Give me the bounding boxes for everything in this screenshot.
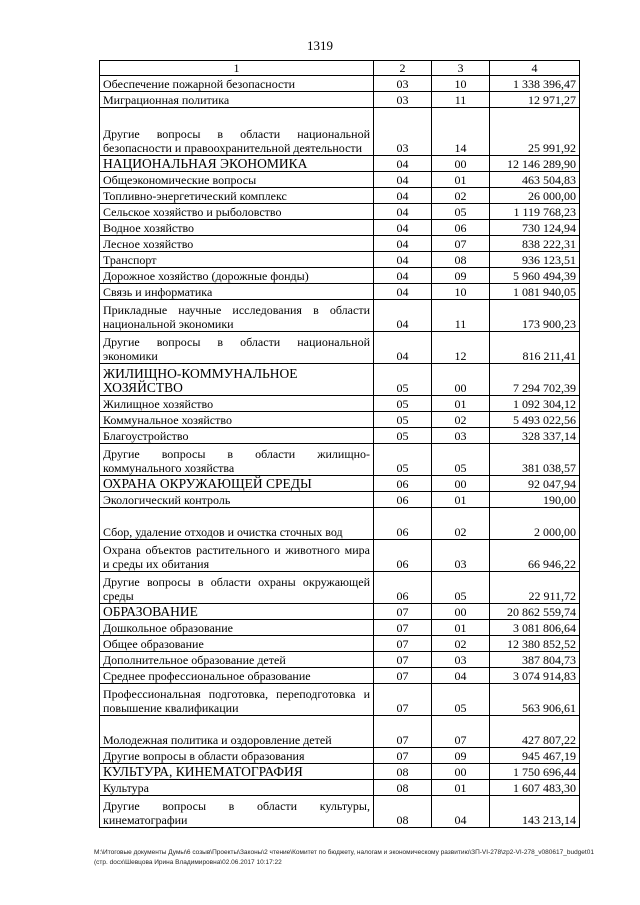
table-row <box>100 172 580 188</box>
table-row <box>100 652 580 668</box>
row-subsection-code: 14 <box>432 108 490 156</box>
row-amount: 1 092 304,12 <box>490 396 580 412</box>
table-row <box>100 444 580 476</box>
header-col-1: 1 <box>100 61 374 76</box>
row-subsection-code: 10 <box>432 76 490 92</box>
row-subsection-code: 03 <box>432 652 490 668</box>
row-amount: 838 222,31 <box>490 236 580 252</box>
row-name: Дорожное хозяйство (дорожные фонды) <box>100 268 374 284</box>
row-name: Экологический контроль <box>100 492 374 508</box>
row-section-code: 07 <box>374 748 432 764</box>
row-amount: 1 119 768,23 <box>490 204 580 220</box>
row-section-code: 06 <box>374 476 432 492</box>
row-section-code: 04 <box>374 172 432 188</box>
row-subsection-code: 02 <box>432 636 490 652</box>
row-section-code: 04 <box>374 156 432 172</box>
row-section-code: 04 <box>374 236 432 252</box>
row-subsection-code: 09 <box>432 748 490 764</box>
row-section-code: 07 <box>374 620 432 636</box>
row-name: Благоустройство <box>100 428 374 444</box>
row-amount: 328 337,14 <box>490 428 580 444</box>
row-subsection-code: 05 <box>432 204 490 220</box>
row-section-code: 06 <box>374 508 432 540</box>
row-section-code: 07 <box>374 652 432 668</box>
table-row <box>100 108 580 156</box>
row-subsection-code: 08 <box>432 252 490 268</box>
row-amount: 1 607 483,30 <box>490 780 580 796</box>
row-name: Другие вопросы в области жилищно-коммунального хозяйства <box>100 444 374 476</box>
table-row <box>100 540 580 572</box>
row-name: Лесное хозяйство <box>100 236 374 252</box>
table-row <box>100 668 580 684</box>
row-name: ОХРАНА ОКРУЖАЮЩЕЙ СРЕДЫ <box>100 476 374 492</box>
table-header-row <box>100 61 580 76</box>
table-row <box>100 428 580 444</box>
row-amount: 3 081 806,64 <box>490 620 580 636</box>
row-subsection-code: 12 <box>432 332 490 364</box>
row-section-code: 05 <box>374 444 432 476</box>
row-amount: 66 946,22 <box>490 540 580 572</box>
row-subsection-code: 02 <box>432 508 490 540</box>
row-amount: 563 906,61 <box>490 684 580 716</box>
row-name: Охрана объектов растительного и животного мира и среды их обитания <box>100 540 374 572</box>
table-row <box>100 220 580 236</box>
row-name: Сельское хозяйство и рыболовство <box>100 204 374 220</box>
row-name: ОБРАЗОВАНИЕ <box>100 604 374 620</box>
table-row <box>100 764 580 780</box>
table-row <box>100 604 580 620</box>
row-subsection-code: 05 <box>432 572 490 604</box>
row-name: Другие вопросы в области национальной экономики <box>100 332 374 364</box>
table-row <box>100 236 580 252</box>
row-amount: 463 504,83 <box>490 172 580 188</box>
row-section-code: 03 <box>374 76 432 92</box>
table-row <box>100 92 580 108</box>
row-amount: 1 081 940,05 <box>490 284 580 300</box>
row-name: Другие вопросы в области образования <box>100 748 374 764</box>
table-row <box>100 412 580 428</box>
row-subsection-code: 11 <box>432 92 490 108</box>
row-section-code: 07 <box>374 684 432 716</box>
table-row <box>100 300 580 332</box>
row-section-code: 03 <box>374 108 432 156</box>
budget-table-body <box>100 61 580 828</box>
row-subsection-code: 04 <box>432 796 490 828</box>
row-name: Водное хозяйство <box>100 220 374 236</box>
row-section-code: 06 <box>374 492 432 508</box>
row-subsection-code: 00 <box>432 604 490 620</box>
row-name: Дополнительное образование детей <box>100 652 374 668</box>
row-name: Топливно-энергетический комплекс <box>100 188 374 204</box>
row-subsection-code: 05 <box>432 444 490 476</box>
row-subsection-code: 03 <box>432 540 490 572</box>
page-number: 1319 <box>307 38 333 53</box>
row-section-code: 05 <box>374 428 432 444</box>
row-name: Среднее профессиональное образование <box>100 668 374 684</box>
row-amount: 5 493 022,56 <box>490 412 580 428</box>
row-amount: 173 900,23 <box>490 300 580 332</box>
row-section-code: 07 <box>374 604 432 620</box>
row-amount: 12 380 852,52 <box>490 636 580 652</box>
row-amount: 12 146 289,90 <box>490 156 580 172</box>
row-amount: 1 750 696,44 <box>490 764 580 780</box>
row-section-code: 05 <box>374 396 432 412</box>
table-row <box>100 636 580 652</box>
header-col-3: 3 <box>432 61 490 76</box>
row-name: Связь и информатика <box>100 284 374 300</box>
row-section-code: 08 <box>374 780 432 796</box>
row-section-code: 04 <box>374 220 432 236</box>
row-name: Транспорт <box>100 252 374 268</box>
row-amount: 387 804,73 <box>490 652 580 668</box>
row-subsection-code: 01 <box>432 492 490 508</box>
row-section-code: 04 <box>374 188 432 204</box>
row-subsection-code: 03 <box>432 428 490 444</box>
row-name: Другие вопросы в области национальной безопасности и правоохранительной деятельности <box>100 108 374 156</box>
row-section-code: 08 <box>374 764 432 780</box>
row-subsection-code: 00 <box>432 764 490 780</box>
row-subsection-code: 00 <box>432 156 490 172</box>
row-subsection-code: 02 <box>432 412 490 428</box>
table-row <box>100 620 580 636</box>
row-amount: 1 338 396,47 <box>490 76 580 92</box>
row-section-code: 05 <box>374 364 432 396</box>
table-row <box>100 508 580 540</box>
row-section-code: 07 <box>374 716 432 748</box>
table-row <box>100 572 580 604</box>
row-name: Молодежная политика и оздоровление детей <box>100 716 374 748</box>
table-row <box>100 268 580 284</box>
row-section-code: 04 <box>374 268 432 284</box>
row-subsection-code: 07 <box>432 236 490 252</box>
row-name: Другие вопросы в области культуры, кинематографии <box>100 796 374 828</box>
table-row <box>100 396 580 412</box>
row-amount: 945 467,19 <box>490 748 580 764</box>
row-subsection-code: 01 <box>432 396 490 412</box>
row-subsection-code: 11 <box>432 300 490 332</box>
row-amount: 92 047,94 <box>490 476 580 492</box>
row-subsection-code: 01 <box>432 620 490 636</box>
row-section-code: 04 <box>374 300 432 332</box>
row-name: Культура <box>100 780 374 796</box>
table-row <box>100 492 580 508</box>
table-row <box>100 156 580 172</box>
row-subsection-code: 06 <box>432 220 490 236</box>
row-amount: 730 124,94 <box>490 220 580 236</box>
row-section-code: 08 <box>374 796 432 828</box>
row-amount: 143 213,14 <box>490 796 580 828</box>
file-path-footer: M:\Итоговые документы Думы\6 созыв\Проекты\Законы\2 чтение\Комитет по бюджету, налогам и экономическому развитию\ЗП-VI-278\zp2-VI-278_v080617_budget01(стр. docx\Шевцова Ирина Владимировна\02.06.2017 10:17:22 <box>94 849 594 866</box>
row-section-code: 04 <box>374 332 432 364</box>
row-amount: 816 211,41 <box>490 332 580 364</box>
row-amount: 20 862 559,74 <box>490 604 580 620</box>
row-subsection-code: 01 <box>432 172 490 188</box>
table-row <box>100 76 580 92</box>
row-amount: 936 123,51 <box>490 252 580 268</box>
header-col-4: 4 <box>490 61 580 76</box>
row-subsection-code: 04 <box>432 668 490 684</box>
row-subsection-code: 00 <box>432 476 490 492</box>
row-subsection-code: 00 <box>432 364 490 396</box>
table-row <box>100 284 580 300</box>
row-name: Сбор, удаление отходов и очистка сточных вод <box>100 508 374 540</box>
row-amount: 427 807,22 <box>490 716 580 748</box>
row-name: Общеэкономические вопросы <box>100 172 374 188</box>
row-section-code: 04 <box>374 252 432 268</box>
table-row <box>100 204 580 220</box>
row-subsection-code: 01 <box>432 780 490 796</box>
row-subsection-code: 09 <box>432 268 490 284</box>
row-name: Коммунальное хозяйство <box>100 412 374 428</box>
row-section-code: 03 <box>374 92 432 108</box>
table-row <box>100 780 580 796</box>
row-name: Другие вопросы в области охраны окружающей среды <box>100 572 374 604</box>
row-amount: 2 000,00 <box>490 508 580 540</box>
row-section-code: 06 <box>374 572 432 604</box>
row-section-code: 04 <box>374 204 432 220</box>
row-subsection-code: 02 <box>432 188 490 204</box>
budget-table <box>99 60 580 828</box>
row-amount: 3 074 914,83 <box>490 668 580 684</box>
row-name: Миграционная политика <box>100 92 374 108</box>
row-name: Профессиональная подготовка, переподготовка и повышение квалификации <box>100 684 374 716</box>
table-row <box>100 188 580 204</box>
table-row <box>100 684 580 716</box>
row-section-code: 05 <box>374 412 432 428</box>
table-row <box>100 332 580 364</box>
row-amount: 5 960 494,39 <box>490 268 580 284</box>
header-col-2: 2 <box>374 61 432 76</box>
row-amount: 190,00 <box>490 492 580 508</box>
row-subsection-code: 10 <box>432 284 490 300</box>
row-name: Общее образование <box>100 636 374 652</box>
table-row <box>100 364 580 396</box>
table-row <box>100 796 580 828</box>
table-row <box>100 716 580 748</box>
row-section-code: 07 <box>374 668 432 684</box>
row-name: Обеспечение пожарной безопасности <box>100 76 374 92</box>
row-name: Прикладные научные исследования в области национальной экономики <box>100 300 374 332</box>
row-name: Дошкольное образование <box>100 620 374 636</box>
row-name: Жилищное хозяйство <box>100 396 374 412</box>
row-section-code: 07 <box>374 636 432 652</box>
row-section-code: 06 <box>374 540 432 572</box>
row-amount: 381 038,57 <box>490 444 580 476</box>
row-amount: 12 971,27 <box>490 92 580 108</box>
row-amount: 26 000,00 <box>490 188 580 204</box>
table-row <box>100 252 580 268</box>
row-amount: 22 911,72 <box>490 572 580 604</box>
row-amount: 7 294 702,39 <box>490 364 580 396</box>
table-row <box>100 748 580 764</box>
row-name: ЖИЛИЩНО-КОММУНАЛЬНОЕ ХОЗЯЙСТВО <box>100 364 374 396</box>
row-amount: 25 991,92 <box>490 108 580 156</box>
row-subsection-code: 07 <box>432 716 490 748</box>
row-name: КУЛЬТУРА, КИНЕМАТОГРАФИЯ <box>100 764 374 780</box>
row-subsection-code: 05 <box>432 684 490 716</box>
row-section-code: 04 <box>374 284 432 300</box>
row-name: НАЦИОНАЛЬНАЯ ЭКОНОМИКА <box>100 156 374 172</box>
table-row <box>100 476 580 492</box>
